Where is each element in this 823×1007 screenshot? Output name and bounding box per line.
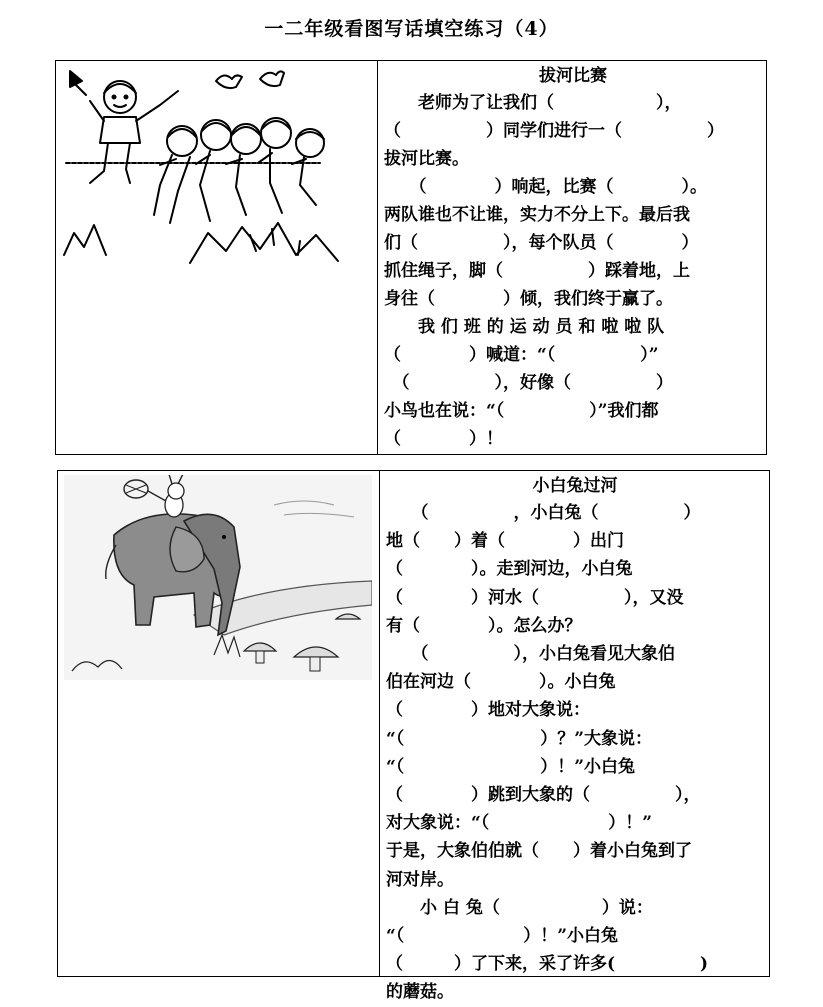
- story-line: 有（ ）。怎么办？: [386, 615, 582, 636]
- story-line: 拔河比赛。: [384, 149, 469, 169]
- story-title: 小白兔过河: [532, 476, 618, 496]
- story-line: 伯在河边（ ）。小白兔: [386, 672, 616, 693]
- story-line: 我 们 班 的 运 动 员 和 啦 啦 队: [384, 317, 665, 337]
- story-line: （ ）地对大象说：: [386, 700, 590, 721]
- story-line: （ ）！: [384, 429, 503, 449]
- story-line: 老师为了让我们（ ），: [384, 93, 682, 113]
- story-line: 抓住绳子，脚（ ）踩着地，上: [384, 261, 690, 281]
- exercise-box-rabbit-crossing-river: [57, 470, 770, 1003]
- story-line: （ ），小白兔看见大象伯: [386, 644, 675, 665]
- story-line: “（ ）！”小白兔: [386, 926, 619, 947]
- story-line: 小鸟也在说：“（ ）”我们都: [384, 401, 659, 421]
- story-line: 两队谁也不让谁，实力不分上下。最后我: [384, 205, 690, 225]
- story-line: 对大象说：“（ ）！”: [386, 813, 653, 834]
- tug-of-war-illustration: [60, 65, 370, 265]
- story-line: 地（ ）着（ ）出门: [386, 531, 624, 552]
- exercise-box-tug-of-war: [55, 60, 767, 455]
- story-line: 身往（ ）倾，我们终于赢了。: [384, 289, 673, 309]
- story-line: “（ ）？”大象说：: [386, 728, 653, 749]
- story-line: （ ）跳到大象的（ ），: [386, 785, 701, 806]
- story-text-rabbit-crossing-river: [386, 471, 764, 1007]
- story-line: “（ ）！”小白兔: [386, 756, 636, 777]
- page-title: 一二年级看图写话填空练习（4）: [264, 18, 559, 40]
- story-text-tug-of-war: [384, 61, 762, 453]
- story-line: 的蘑菇。: [386, 982, 454, 1003]
- story-line: 小 白 兔（ ）说：: [386, 897, 653, 918]
- story-line: （ ）河水（ ），又没: [386, 587, 684, 608]
- story-line: 河对岸。: [386, 869, 454, 890]
- story-line: 们（ ），每个队员（ ）: [384, 233, 699, 253]
- story-line: （ ）同学们进行一（ ）: [384, 121, 724, 141]
- column-divider: [377, 61, 378, 454]
- elephant-rabbit-illustration: [64, 475, 372, 680]
- story-line: 于是，大象伯伯就（ ）着小白兔到了: [386, 841, 692, 862]
- story-line: （ ）了下来，采了许多( ): [386, 954, 709, 975]
- story-line: （ ）喊道：“（ ）”: [384, 345, 659, 365]
- story-line: （ ）。走到河边，小白兔: [386, 559, 633, 580]
- story-line: （ ），好像（ ）: [384, 373, 673, 393]
- story-title: 拔河比赛: [539, 66, 607, 86]
- column-divider: [379, 471, 380, 976]
- story-line: （ ）响起，比赛（ ）。: [384, 177, 707, 197]
- story-line: （ ，小白兔（ ）: [386, 503, 701, 523]
